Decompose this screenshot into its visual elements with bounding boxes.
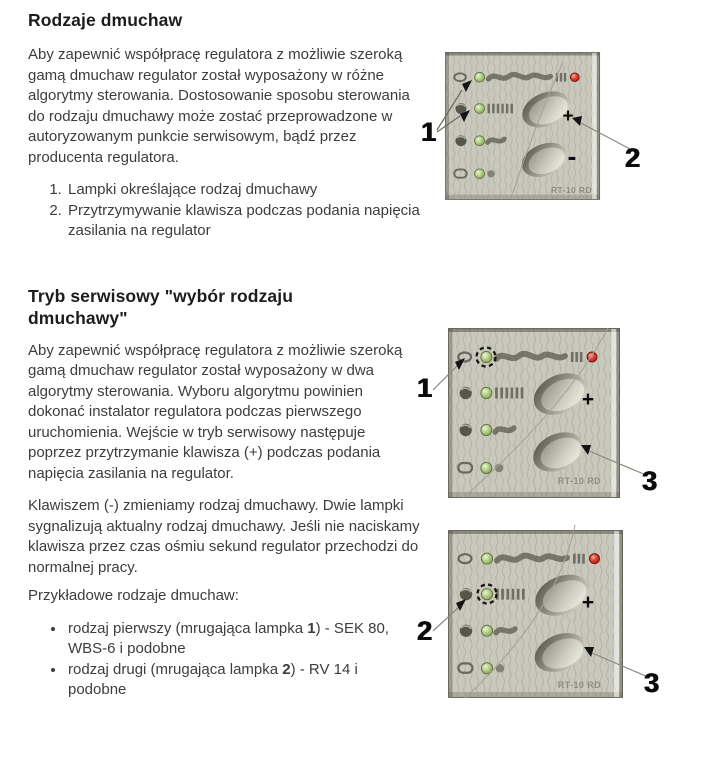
device-photo-figure-1	[415, 35, 705, 207]
device-panel-graphic	[415, 35, 705, 207]
plus-sign-label: +	[581, 591, 595, 614]
paragraph-tryb-1: Aby zapewnić współpracę regulatora z możliwie szeroką gamą dmuchaw regulator został wyposażony w dwa algorytmy sterowania. Wyboru algorytmu powinien dokonać instalator regulatora podczas pierwszego uruchomienia. Wejście w tryb serwisowy następuje poprzez przytrzymanie klawisza (+) podczas podania napięcia zasilania na regulator.	[28, 341, 403, 482]
bullet-bold-number: 1	[307, 619, 316, 637]
callout-1-label: 1	[417, 373, 433, 403]
model-label: RT-10 RD	[557, 680, 601, 690]
bullet-bold-number: 2	[282, 660, 291, 678]
device-panel-graphic	[415, 518, 705, 715]
callout-3-label: 3	[642, 466, 658, 496]
minus-sign-label: -	[567, 141, 577, 171]
callout-2-label: 2	[417, 616, 433, 646]
model-label: RT-10 RD	[551, 185, 592, 195]
device-photo-figure-2	[415, 318, 705, 505]
device-photo-figure-3	[415, 518, 705, 715]
bullet-text: ) - SEK 80, WBS-6 i podobne	[68, 619, 389, 657]
callout-2-label: 2	[625, 143, 641, 173]
section-heading-tryb-serwisowy: Tryb serwisowy "wybór rodzaju dmuchawy"	[28, 285, 294, 328]
bullet-item-rodzaj-pierwszy	[66, 619, 420, 660]
paragraph-intro: Aby zapewnić współpracę regulatora z możliwie szeroką gamą dmuchaw regulator został wyposażony w różne algorytmy sterowania. Dostosowanie sposobu sterowania do rodzaju dmuchawy może zostać przeprowadzone w autoryzowanym punkcie serwisowym, bądź przez producenta regulatora.	[28, 46, 410, 166]
callout-3-label: 3	[644, 668, 660, 698]
section-heading-rodzaje-dmuchaw: Rodzaje dmuchaw	[28, 10, 183, 30]
list-item-lampki: 1. Lampki określające rodzaj dmuchawy	[66, 180, 420, 201]
bullet-text: ) - RV 14 i podobne	[68, 660, 358, 698]
bullet-text: rodzaj drugi (mrugająca lampka	[68, 660, 283, 678]
model-label: RT-10 RD	[557, 476, 601, 486]
paragraph-tryb-2: Klawiszem (-) zmieniamy rodzaj dmuchawy. Dwie lampki sygnalizują aktualny rodzaj dmuchawy. Jeśli nie naciskamy klawisza przez czas ośmiu sekund regulator przechodzi do normalnej pracy.	[28, 497, 420, 576]
bullet-text: rodzaj pierwszy (mrugająca lampka	[68, 619, 308, 637]
bullet-list	[28, 619, 420, 701]
device-panel-graphic	[415, 318, 705, 505]
bullet-item-rodzaj-drugi	[66, 660, 420, 701]
plus-sign-label: +	[562, 106, 574, 127]
paragraph-przykladowe: Przykładowe rodzaje dmuchaw:	[28, 587, 239, 604]
article-text-column	[28, 0, 420, 701]
numbered-list	[28, 180, 420, 242]
list-item-przytrzymywanie: 2. Przytrzymywanie klawisza podczas podania napięcia zasilania na regulator	[66, 201, 420, 242]
callout-1-label: 1	[421, 117, 437, 147]
plus-sign-label: +	[581, 388, 595, 411]
